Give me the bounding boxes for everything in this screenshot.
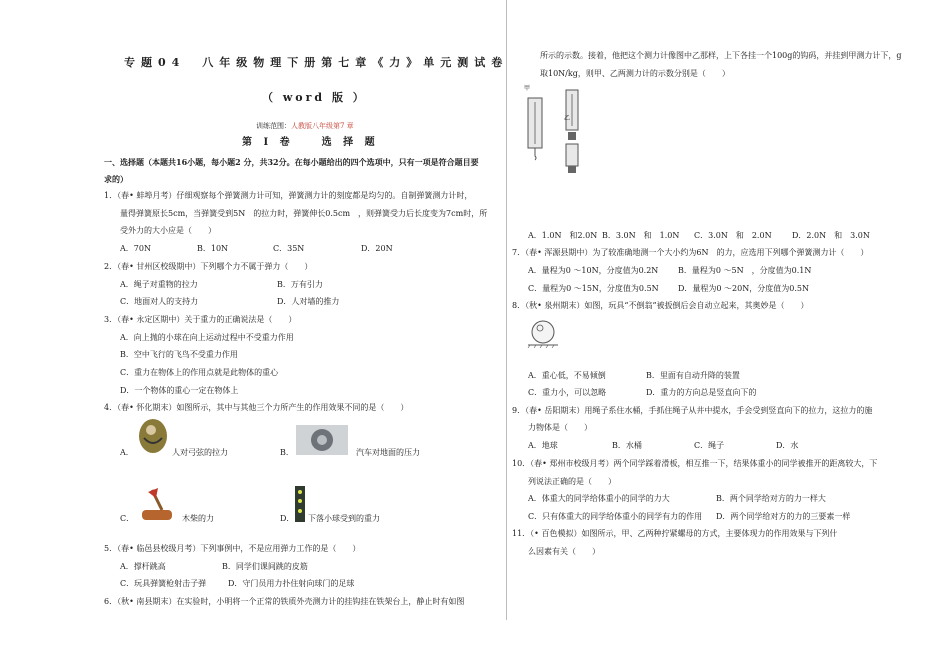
q11-line-1: 11．（• 百色模拟）如图所示，甲、乙两种拧紧螺母的方式，主要体现力的作用效果与下列什 bbox=[512, 529, 838, 538]
q5-option-c: C．玩具弹簧枪射击子弹 bbox=[120, 579, 207, 588]
q1-line-3: 受外力的大小应是（ ） bbox=[120, 226, 216, 235]
q9-line-1: 9．（春• 岳阳期末）用绳子系住水桶，手抓住绳子从井中提水，手会受到竖直向下的拉力，这拉力的施 bbox=[512, 406, 873, 415]
q6-option-c: C．3.0N 和 2.0N bbox=[694, 231, 772, 240]
q4-option-b-letter: B． bbox=[280, 448, 294, 457]
q2-stem: 2．（春• 甘州区校级期中）下列哪个力不属于弹力（ ） bbox=[104, 262, 313, 271]
training-range-value: 人教版八年级第7 章 bbox=[291, 122, 354, 130]
q3-option-b: B．空中飞行的飞鸟不受重力作用 bbox=[120, 350, 238, 359]
q4-option-d-text: 下落小球受到的重力 bbox=[308, 514, 380, 523]
q5-option-a: A．撑杆跳高 bbox=[120, 562, 166, 571]
axe-log-image bbox=[138, 488, 178, 524]
q9-option-d: D．水 bbox=[776, 441, 799, 450]
q10-option-c: C．只有体重大的同学给体重小的同学有力的作用 bbox=[528, 512, 703, 521]
q6-line-2: 所示的示数。接着，他把这个测力计像图中乙那样，上下各挂一个100g的钩码，并挂到甲测力计下，g bbox=[540, 51, 902, 60]
q8-option-c: C．重力小，可以忽略 bbox=[528, 388, 607, 397]
training-range bbox=[256, 121, 354, 131]
q7-option-b: B．量程为0 ～5N ，分度值为0.1N bbox=[678, 266, 812, 275]
q5-option-b: B．同学们课间跳的皮筋 bbox=[222, 562, 308, 571]
q6-line-3: 取10N/kg，则甲、乙两测力计的示数分别是（ ） bbox=[540, 69, 730, 78]
car-tire-image bbox=[296, 425, 348, 455]
column-divider bbox=[506, 0, 507, 620]
q6-option-b: B．3.0N 和 1.0N bbox=[602, 231, 680, 240]
q4-option-a-text: 人对弓弦的拉力 bbox=[172, 448, 228, 457]
scale-label-yi: 乙 bbox=[564, 115, 571, 122]
q3-stem: 3．（春• 永定区期中）关于重力的正确说法是（ ） bbox=[104, 315, 297, 324]
q3-option-c: C．重力在物体上的作用点就是此物体的重心 bbox=[120, 368, 279, 377]
q3-option-a: A．向上抛的小球在向上运动过程中不受重力作用 bbox=[120, 333, 294, 342]
q5-stem: 5．（春• 临邑县校级月考）下列事例中，不是应用弹力工作的是（ ） bbox=[104, 544, 361, 553]
q2-option-b: B．万有引力 bbox=[277, 280, 323, 289]
q4-option-d-letter: D． bbox=[280, 514, 295, 523]
q8-stem: 8．（秋• 泉州期末）如图，玩具“不倒翁”被扳倒后会自动立起来，其奥妙是（ ） bbox=[512, 301, 809, 310]
instruction-line-2: 求的） bbox=[104, 174, 128, 184]
q10-option-b: B．两个同学给对方的力一样大 bbox=[716, 494, 826, 503]
q4-option-c-text: 木柴的力 bbox=[182, 514, 214, 523]
exam-subtitle: （ word 版 ） bbox=[262, 91, 367, 104]
q1-option-b: B．10N bbox=[197, 244, 229, 253]
q1-option-c: C．35N bbox=[273, 244, 305, 253]
q9-option-a: A．地球 bbox=[528, 441, 558, 450]
q6-option-d: D．2.0N 和 3.0N bbox=[792, 231, 870, 240]
q4-option-a-letter: A． bbox=[120, 448, 134, 457]
q4-stem: 4．（春• 怀化期末）如图所示，其中与其他三个力所产生的作用效果不同的是（ ） bbox=[104, 403, 409, 412]
q1-line-1: 1．（春• 蚌埠月考）仔细观察每个弹簧测力计可知，弹簧测力计的刻度都是均匀的。自制弹簧测力计时， bbox=[104, 191, 473, 200]
q8-option-d: D．重力的方向总是竖直向下的 bbox=[646, 388, 757, 397]
q9-option-b: B．水桶 bbox=[612, 441, 642, 450]
q3-option-d: D．一个物体的重心一定在物体上 bbox=[120, 386, 239, 395]
q5-option-d: D．守门员用力扑住射向球门的足球 bbox=[228, 579, 355, 588]
training-range-label: 训练范围： bbox=[256, 122, 291, 130]
q4-option-b-text: 汽车对地面的压力 bbox=[356, 448, 420, 457]
q8-option-b: B．里面有自动升降的装置 bbox=[646, 371, 740, 380]
q10-option-a: A．体重大的同学给体重小的同学的力大 bbox=[528, 494, 670, 503]
q8-option-a: A．重心低，不易倾倒 bbox=[528, 371, 606, 380]
q1-option-d: D．20N bbox=[361, 244, 393, 253]
q2-option-c: C．地面对人的支持力 bbox=[120, 297, 199, 306]
q10-option-d: D．两个同学给对方的力的三要素一样 bbox=[716, 512, 851, 521]
q11-line-2: 么因素有关（ ） bbox=[528, 547, 600, 556]
q7-option-c: C．量程为0 ～15N，分度值为0.5N bbox=[528, 284, 659, 293]
spring-scales-image bbox=[524, 88, 582, 174]
archer-image bbox=[138, 418, 168, 454]
q2-option-a: A．绳子对重物的拉力 bbox=[120, 280, 198, 289]
q7-option-a: A．量程为0 ～10N，分度值为0.2N bbox=[528, 266, 659, 275]
falling-ball-image bbox=[295, 486, 305, 522]
q9-line-2: 力物体是（ ） bbox=[528, 423, 592, 432]
q7-option-d: D．量程为0 ～20N，分度值为0.5N bbox=[678, 284, 809, 293]
q10-line-2: 列说法正确的是（ ） bbox=[528, 477, 616, 486]
q1-option-a: A．70N bbox=[120, 244, 151, 253]
scale-label-jia: 甲 bbox=[524, 85, 531, 92]
q10-line-1: 10．（春• 郑州市校级月考）两个同学踩着滑板，相互推一下，结果体重小的同学被推开的距离较大，下 bbox=[512, 459, 878, 468]
exam-title: 专题04 八年级物理下册第七章《力》单元测试卷 bbox=[124, 56, 509, 69]
q2-option-d: D．人对墙的推力 bbox=[277, 297, 340, 306]
q1-line-2: 量得弹簧原长5cm，当弹簧受到5N 的拉力时，弹簧伸长0.5cm ，则弹簧受力后长度变为7cm时，所 bbox=[120, 209, 488, 218]
instruction-line-1: 一、选择题（本题共16小题，每小题2 分，共32分。在每小题给出的四个选项中，只有一项是符合题目要 bbox=[104, 157, 479, 167]
q6-line-1: 6．（秋• 南县期末）在实验时，小明将一个正常的铁质外壳测力计的挂钩挂在铁架台上，静止时有如图 bbox=[104, 597, 465, 606]
tumbler-toy-image bbox=[526, 318, 560, 348]
section-heading: 第 Ⅰ 卷 选 择 题 bbox=[242, 137, 379, 148]
q6-option-a: A．1.0N 和2.0N bbox=[528, 231, 598, 240]
q4-option-c-letter: C． bbox=[120, 514, 135, 523]
q9-option-c: C．绳子 bbox=[694, 441, 725, 450]
q7-stem: 7．（春• 浑源县期中）为了较准确地测一个大小约为6N 的力，应选用下列哪个弹簧测力计（ ） bbox=[512, 248, 869, 257]
